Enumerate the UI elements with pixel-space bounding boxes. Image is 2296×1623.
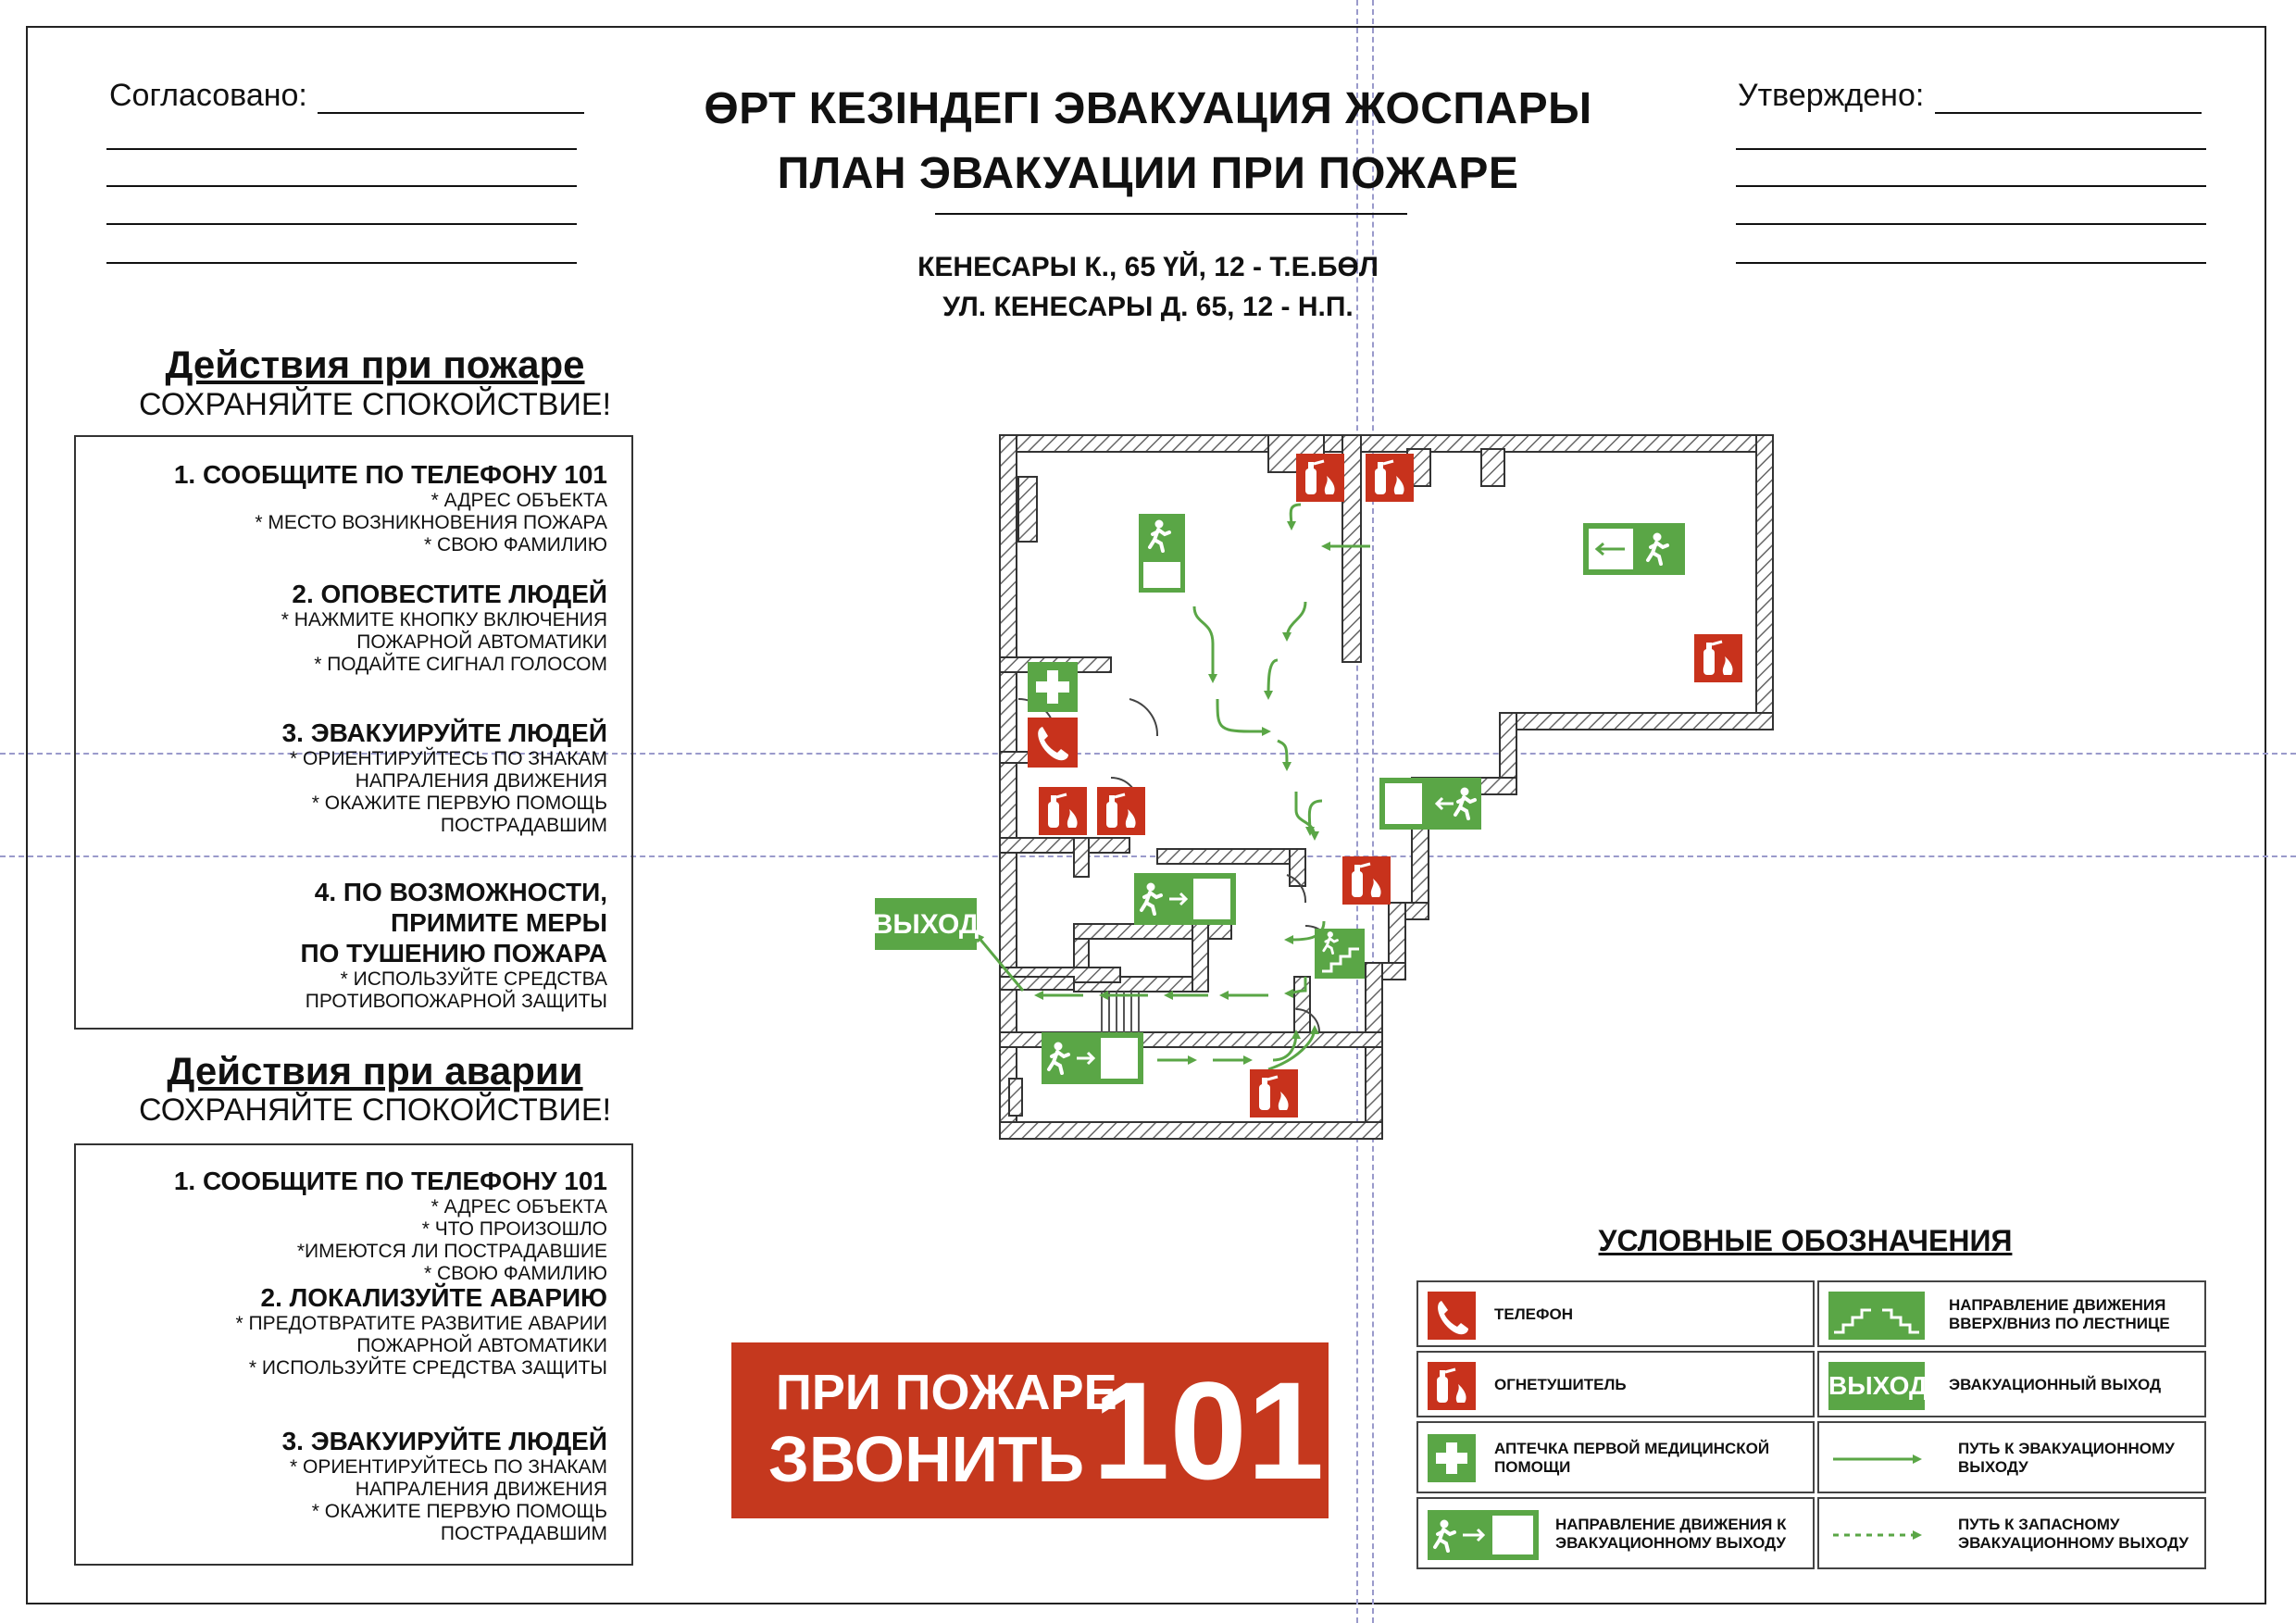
accident-action-line: * АДРЕС ОБЪЕКТА xyxy=(430,1196,607,1217)
exit-direction-sign xyxy=(1042,1032,1143,1084)
first-aid-icon xyxy=(1028,662,1078,712)
fire-action-head: 3. ЭВАКУИРУЙТЕ ЛЮДЕЙ xyxy=(281,718,607,747)
signature-line xyxy=(1935,112,2202,114)
banner-number: 101 xyxy=(1092,1353,1325,1508)
fire-action-line: * ОКАЖИТЕ ПЕРВУЮ ПОМОЩЬ xyxy=(311,793,607,814)
exit-direction-sign xyxy=(1134,873,1236,925)
signature-line xyxy=(106,223,577,225)
extinguisher-icon xyxy=(1428,1362,1476,1410)
fire-action-head: ПО ТУШЕНИЮ ПОЖАРА xyxy=(300,939,607,968)
accident-action-item xyxy=(89,1166,607,1285)
title-kz: ӨРТ КЕЗІНДЕГІ ЭВАКУАЦИЯ ЖОСПАРЫ xyxy=(704,84,1592,133)
fire-actions-box xyxy=(74,435,633,1030)
floor-plan xyxy=(861,421,1852,1153)
legend-text: НАПРАВЛЕНИЕ ДВИЖЕНИЯ ВВЕРХ/ВНИЗ ПО ЛЕСТНИЦЕ xyxy=(1949,1296,2170,1332)
fire-action-line: ПОСТРАДАВШИМ xyxy=(440,815,607,836)
extinguisher-icon xyxy=(1097,787,1145,835)
exit-sign-text: ВЫХОД xyxy=(872,909,980,940)
accident-action-line: * ОКАЖИТЕ ПЕРВУЮ ПОМОЩЬ xyxy=(311,1501,607,1522)
accident-action-line: ПОЖАРНОЙ АВТОМАТИКИ xyxy=(356,1335,607,1356)
legend-text: ПУТЬ К ЗАПАСНОМУ ЭВАКУАЦИОННОМУ ВЫХОДУ xyxy=(1958,1516,2189,1552)
accident-action-line: НАПРАЛЕНИЯ ДВИЖЕНИЯ xyxy=(355,1479,607,1500)
fire-action-item xyxy=(89,579,607,676)
banner-line2: ЗВОНИТЬ xyxy=(768,1423,1085,1495)
fire-action-line: * АДРЕС ОБЪЕКТА xyxy=(430,490,607,511)
fire-action-line: * ИСПОЛЬЗУЙТЕ СРЕДСТВА xyxy=(340,968,607,990)
exit-sign xyxy=(1139,514,1185,593)
legend-item xyxy=(1817,1280,2206,1347)
fire-action-line: * СВОЮ ФАМИЛИЮ xyxy=(423,534,607,556)
accident-actions-title: Действия при аварии xyxy=(167,1049,583,1092)
accident-actions-box xyxy=(74,1143,633,1566)
legend-text: ЭВАКУАЦИОННЫЙ ВЫХОД xyxy=(1949,1376,2162,1393)
legend-item xyxy=(1416,1497,1815,1569)
legend-text: АПТЕЧКА ПЕРВОЙ МЕДИЦИНСКОЙ ПОМОЩИ xyxy=(1494,1440,1770,1476)
exit-icon xyxy=(873,898,980,950)
fire-action-head: ПРИМИТЕ МЕРЫ xyxy=(390,908,607,937)
stairs-direction-icon xyxy=(1315,929,1365,979)
signature-line xyxy=(318,112,584,114)
stairs xyxy=(1102,992,1139,1032)
extinguisher-icon xyxy=(1366,454,1414,502)
path-arrow-icon xyxy=(1828,1445,1930,1473)
fire-action-item xyxy=(89,877,607,1013)
signature-line xyxy=(1736,262,2206,264)
dashed-path-arrow-icon xyxy=(1828,1521,1930,1549)
exit-direction-icon xyxy=(1428,1510,1539,1560)
accident-actions-calm: СОХРАНЯЙТЕ СПОКОЙСТВИЕ! xyxy=(138,1092,612,1128)
phone-icon xyxy=(1428,1292,1476,1340)
fire-action-line: НАПРАЛЕНИЯ ДВИЖЕНИЯ xyxy=(355,770,607,792)
legend-item xyxy=(1416,1351,1815,1417)
approved-block xyxy=(1738,78,1924,114)
agreed-block xyxy=(109,78,307,114)
legend-item xyxy=(1817,1351,2206,1417)
accident-action-line: * ПРЕДОТВРАТИТЕ РАЗВИТИЕ АВАРИИ xyxy=(235,1313,607,1334)
fire-actions-title: Действия при пожаре xyxy=(165,343,585,386)
stairs-direction-icon xyxy=(1828,1292,1925,1340)
accident-action-head: 2. ЛОКАЛИЗУЙТЕ АВАРИЮ xyxy=(260,1283,607,1312)
accident-action-line: * ИСПОЛЬЗУЙТЕ СРЕДСТВА ЗАЩИТЫ xyxy=(248,1357,607,1379)
legend-item xyxy=(1817,1421,2206,1493)
banner-line1: ПРИ ПОЖАРЕ xyxy=(776,1365,1117,1420)
extinguisher-icon xyxy=(1342,856,1391,905)
address-kz: КЕНЕСАРЫ К., 65 ҮЙ, 12 - Т.Е.БӨЛ xyxy=(917,252,1379,282)
fire-action-item xyxy=(89,459,607,556)
accident-action-line: * ОРИЕНТИРУЙТЕСЬ ПО ЗНАКАМ xyxy=(290,1456,607,1478)
fire-action-head: 4. ПО ВОЗМОЖНОСТИ, xyxy=(314,878,607,906)
legend-item xyxy=(1817,1497,2206,1569)
legend-text: НАПРАВЛЕНИЕ ДВИЖЕНИЯ К ЭВАКУАЦИОННОМУ ВЫХОДУ xyxy=(1555,1516,1787,1552)
fire-action-head: 1. СООБЩИТЕ ПО ТЕЛЕФОНУ 101 xyxy=(173,460,607,489)
fire-action-line: * ПОДАЙТЕ СИГНАЛ ГОЛОСОМ xyxy=(314,654,607,675)
accident-action-line: * ЧТО ПРОИЗОШЛО xyxy=(421,1218,607,1240)
signature-line xyxy=(106,262,577,264)
fire-action-line: * ОРИЕНТИРУЙТЕСЬ ПО ЗНАКАМ xyxy=(290,748,607,769)
fire-action-line: ПОЖАРНОЙ АВТОМАТИКИ xyxy=(356,631,607,653)
address-ru: УЛ. КЕНЕСАРЫ Д. 65, 12 - Н.П. xyxy=(942,292,1354,322)
extinguisher-icon xyxy=(1250,1069,1298,1117)
title-ru: ПЛАН ЭВАКУАЦИИ ПРИ ПОЖАРЕ xyxy=(777,149,1519,198)
legend-text: ОГНЕТУШИТЕЛЬ xyxy=(1494,1376,1627,1393)
first-aid-icon xyxy=(1428,1434,1476,1482)
title-underline xyxy=(935,213,1407,215)
exit-direction-sign xyxy=(1583,523,1685,575)
legend-text: ТЕЛЕФОН xyxy=(1494,1305,1573,1323)
legend-title: УСЛОВНЫЕ ОБОЗНАЧЕНИЯ xyxy=(1598,1224,2013,1257)
accident-action-head: 1. СООБЩИТЕ ПО ТЕЛЕФОНУ 101 xyxy=(173,1167,607,1195)
fire-action-item xyxy=(89,718,607,837)
legend-item xyxy=(1416,1421,1815,1493)
extinguisher-icon xyxy=(1694,634,1742,682)
fire-action-line: ПРОТИВОПОЖАРНОЙ ЗАЩИТЫ xyxy=(305,991,607,1012)
accident-action-line: *ИМЕЮТСЯ ЛИ ПОСТРАДАВШИЕ xyxy=(296,1241,607,1262)
extinguisher-icon xyxy=(1039,787,1087,835)
fire-action-line: * МЕСТО ВОЗНИКНОВЕНИЯ ПОЖАРА xyxy=(255,512,607,533)
legend-item xyxy=(1416,1280,1815,1347)
agreed-label: Согласовано: xyxy=(109,78,307,113)
exit-icon: ВЫХОД xyxy=(1828,1362,1925,1410)
approved-label: Утверждено: xyxy=(1738,78,1925,113)
signature-line xyxy=(106,185,577,187)
accident-action-head: 3. ЭВАКУИРУЙТЕ ЛЮДЕЙ xyxy=(281,1427,607,1455)
legend-text: ПУТЬ К ЭВАКУАЦИОННОМУ ВЫХОДУ xyxy=(1958,1440,2175,1476)
signature-line xyxy=(1736,223,2206,225)
phone-icon xyxy=(1028,718,1078,768)
accident-action-item xyxy=(89,1426,607,1545)
fire-actions-calm: СОХРАНЯЙТЕ СПОКОЙСТВИЕ! xyxy=(138,387,612,422)
extinguisher-icon xyxy=(1296,454,1344,502)
fire-action-line: * НАЖМИТЕ КНОПКУ ВКЛЮЧЕНИЯ xyxy=(281,609,607,630)
accident-action-line: ПОСТРАДАВШИМ xyxy=(440,1523,607,1544)
accident-action-item xyxy=(89,1282,607,1380)
signature-line xyxy=(1736,185,2206,187)
accident-action-line: * СВОЮ ФАМИЛИЮ xyxy=(423,1263,607,1284)
signature-line xyxy=(1736,148,2206,150)
call-101-banner xyxy=(731,1342,1329,1518)
fire-action-head: 2. ОПОВЕСТИТЕ ЛЮДЕЙ xyxy=(292,580,607,608)
signature-line xyxy=(106,148,577,150)
exit-direction-sign xyxy=(1379,778,1481,830)
